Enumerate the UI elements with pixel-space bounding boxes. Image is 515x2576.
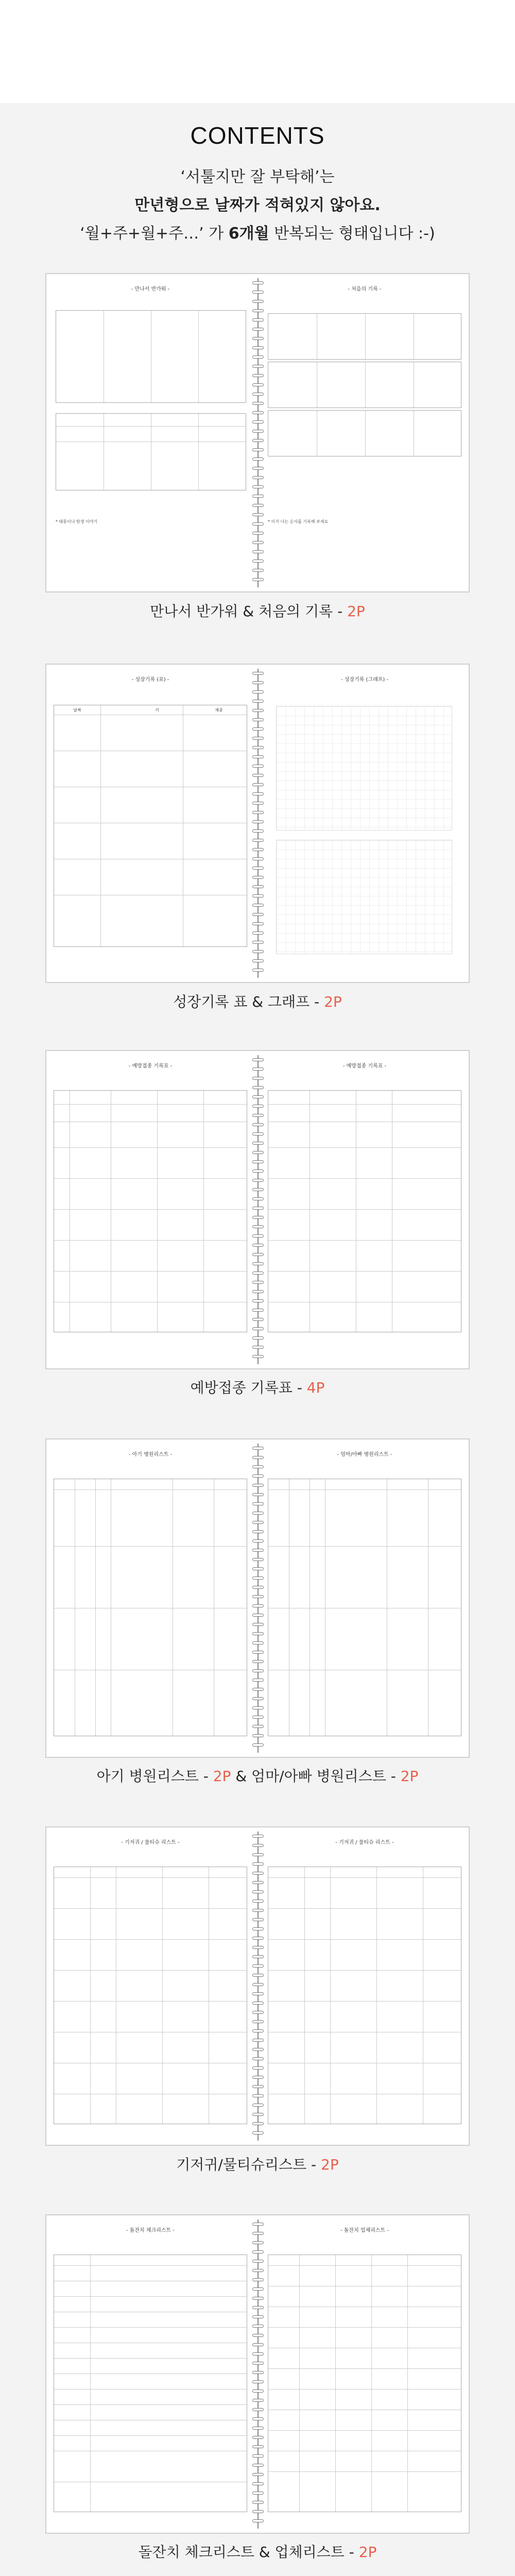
baby-hospital-table bbox=[54, 1479, 247, 1736]
spiral-ring bbox=[252, 430, 264, 433]
spiral-ring bbox=[252, 690, 264, 693]
spiral-ring bbox=[252, 755, 264, 758]
spiral-ring bbox=[252, 681, 264, 684]
spiral-ring bbox=[252, 439, 264, 442]
spiral-ring bbox=[252, 1327, 264, 1330]
intro-line-3: ‘월+주+월+주…’ 가 6개월 반복되는 형태입니다 :-) bbox=[80, 225, 435, 243]
spiral-ring bbox=[252, 2343, 264, 2346]
spiral-ring bbox=[252, 1716, 264, 1719]
spiral-ring bbox=[252, 700, 264, 703]
spiral-ring bbox=[252, 2380, 264, 2383]
weight-graph-grid bbox=[276, 840, 452, 954]
spiral-ring bbox=[252, 774, 264, 777]
spiral-ring bbox=[252, 1539, 264, 1543]
spiral-ring bbox=[252, 2306, 264, 2309]
spiral-ring bbox=[252, 2445, 264, 2448]
page-left-title: - 돌잔치 체크리스트 - bbox=[126, 2228, 175, 2233]
spiral-ring bbox=[252, 1604, 264, 1607]
spiral-ring bbox=[252, 1207, 264, 1210]
spiral-ring bbox=[252, 448, 264, 451]
spiral-ring bbox=[252, 1623, 264, 1626]
spiral-ring bbox=[252, 300, 264, 303]
spiral-ring bbox=[252, 2057, 264, 2060]
spiral-ring bbox=[252, 802, 264, 805]
page-left bbox=[46, 2215, 254, 2533]
spiral-ring bbox=[252, 1614, 264, 1617]
spiral-ring bbox=[252, 1549, 264, 1552]
page-right-title: - 처음의 기록 - bbox=[348, 286, 382, 292]
spiral-ring bbox=[252, 1114, 264, 1117]
first-records-row-1 bbox=[268, 313, 461, 360]
first-records-row-3 bbox=[268, 410, 461, 456]
spiral-ring bbox=[252, 1512, 264, 1515]
spiral-ring bbox=[252, 1946, 264, 1949]
spiral-ring bbox=[252, 1160, 264, 1163]
spiral-ring bbox=[252, 1835, 264, 1838]
spiral-ring bbox=[252, 1170, 264, 1173]
diaper-table-right bbox=[268, 1867, 461, 2124]
spiral-ring bbox=[252, 1493, 264, 1496]
spiral-ring bbox=[252, 1179, 264, 1182]
spiral-ring bbox=[252, 2011, 264, 2014]
spiral-ring bbox=[252, 1595, 264, 1598]
spiral-ring bbox=[252, 1964, 264, 1968]
page-left-title: - 아기 병원리스트 - bbox=[128, 1452, 173, 1458]
top-blank-area bbox=[0, 0, 515, 103]
intro-table-top bbox=[56, 310, 246, 403]
spiral-ring bbox=[252, 1651, 264, 1654]
spiral-ring bbox=[252, 1502, 264, 1505]
section-diaper-list bbox=[45, 1826, 470, 2146]
spiral-ring bbox=[252, 1077, 264, 1080]
spiral-ring bbox=[252, 504, 264, 507]
page-right-title: - 엄마/아빠 병원리스트 - bbox=[337, 1452, 392, 1458]
spiral-ring bbox=[252, 1216, 264, 1219]
spiral-ring bbox=[252, 1862, 264, 1866]
spiral-ring bbox=[252, 2287, 264, 2291]
spiral-ring bbox=[252, 2315, 264, 2318]
spiral-ring bbox=[252, 2002, 264, 2005]
spiral-ring bbox=[252, 2297, 264, 2300]
spiral-ring bbox=[252, 709, 264, 712]
spiral-ring bbox=[252, 393, 264, 396]
spiral-ring bbox=[252, 1244, 264, 1247]
spiral-ring bbox=[252, 1632, 264, 1635]
spiral-ring bbox=[252, 1336, 264, 1340]
spiral-ring bbox=[252, 2113, 264, 2116]
spiral-ring bbox=[252, 1132, 264, 1136]
spiral-ring bbox=[252, 829, 264, 833]
spiral-ring bbox=[252, 2085, 264, 2088]
page-right bbox=[261, 1051, 469, 1368]
right-footnote: * 이가 나는 순서를 기록해 보세요 bbox=[268, 519, 329, 524]
spiral-ring bbox=[252, 1086, 264, 1089]
page-right bbox=[261, 665, 469, 982]
page-left bbox=[46, 1051, 254, 1368]
spiral-ring bbox=[252, 1465, 264, 1468]
spiral-ring bbox=[252, 950, 264, 953]
spiral-ring bbox=[252, 476, 264, 479]
spiral-ring bbox=[252, 1679, 264, 1682]
spiral-ring bbox=[252, 931, 264, 935]
spiral-ring bbox=[252, 485, 264, 488]
spiral-ring bbox=[252, 1660, 264, 1663]
page-right bbox=[261, 2215, 469, 2533]
spiral-ring bbox=[252, 328, 264, 331]
spiral-ring bbox=[252, 2094, 264, 2097]
spiral-ring bbox=[252, 1909, 264, 1912]
spiral-ring bbox=[252, 1872, 264, 1875]
spiral-ring bbox=[252, 894, 264, 897]
spiral-ring bbox=[252, 2389, 264, 2393]
spiral-ring bbox=[252, 1937, 264, 1940]
spiral-ring bbox=[252, 2362, 264, 2365]
spiral-ring bbox=[252, 1234, 264, 1238]
height-graph-grid bbox=[276, 706, 452, 831]
spiral-ring bbox=[252, 1586, 264, 1589]
spiral-ring bbox=[252, 1151, 264, 1154]
page-title: CONTENTS bbox=[190, 122, 325, 149]
spiral-ring bbox=[252, 2260, 264, 2263]
spiral-ring bbox=[252, 1272, 264, 1275]
spiral-ring bbox=[252, 1521, 264, 1524]
spiral-ring bbox=[252, 969, 264, 972]
spiral-ring bbox=[252, 309, 264, 312]
spiral-ring bbox=[252, 2029, 264, 2032]
spiral-ring bbox=[252, 2131, 264, 2134]
caption-section-2: 성장기록 표 & 그래프 - 2P bbox=[173, 993, 342, 1010]
spiral-ring bbox=[252, 2278, 264, 2281]
spiral-ring bbox=[252, 1290, 264, 1293]
spiral-ring bbox=[252, 2482, 264, 2485]
spiral-ring bbox=[252, 355, 264, 359]
spiral-ring bbox=[252, 1955, 264, 1958]
spiral-ring bbox=[252, 2464, 264, 2467]
caption-section-5: 기저귀/물티슈리스트 - 2P bbox=[176, 2156, 339, 2173]
spiral-ring bbox=[252, 1447, 264, 1450]
spiral-ring bbox=[252, 718, 264, 721]
page-left-title: - 성장기록 (표) - bbox=[131, 677, 169, 683]
spiral-ring bbox=[252, 402, 264, 405]
spiral-ring bbox=[252, 1558, 264, 1561]
spiral-ring bbox=[252, 495, 264, 498]
page-right-title: - 성장기록 (그래프) - bbox=[340, 677, 389, 683]
page-left bbox=[46, 1827, 254, 2145]
spiral-ring bbox=[252, 2325, 264, 2328]
spiral-ring bbox=[252, 1355, 264, 1358]
spiral-ring bbox=[252, 857, 264, 860]
spiral-ring bbox=[252, 1105, 264, 1108]
spiral-ring bbox=[252, 2241, 264, 2244]
spiral-ring bbox=[252, 1067, 264, 1071]
spiral-ring bbox=[252, 885, 264, 888]
spiral-ring bbox=[252, 1225, 264, 1228]
spiral-ring bbox=[252, 550, 264, 553]
spiral-ring bbox=[252, 1309, 264, 1312]
intro-line-2: 만년형으로 날짜가 적혀있지 않아요. bbox=[134, 196, 381, 214]
spiral-ring bbox=[252, 2232, 264, 2235]
spiral-ring bbox=[252, 1669, 264, 1672]
spiral-ring bbox=[252, 2352, 264, 2355]
spiral-ring bbox=[252, 2408, 264, 2411]
spiral-ring bbox=[252, 2399, 264, 2402]
caption-section-4: 아기 병원리스트 - 2P & 엄마/아빠 병원리스트 - 2P bbox=[96, 1768, 419, 1785]
spiral-ring bbox=[252, 1688, 264, 1691]
spiral-ring bbox=[252, 727, 264, 731]
spiral-ring bbox=[252, 1253, 264, 1256]
spiral-ring bbox=[252, 1475, 264, 1478]
spiral-ring bbox=[252, 291, 264, 294]
spiral-ring bbox=[252, 1725, 264, 1728]
spiral-ring bbox=[252, 1095, 264, 1098]
spiral-ring bbox=[252, 959, 264, 962]
page-right bbox=[261, 274, 469, 591]
caption-section-6: 돌잔치 체크리스트 & 업체리스트 - 2P bbox=[138, 2544, 377, 2561]
vaccination-table-right bbox=[268, 1090, 461, 1332]
spiral-ring bbox=[252, 2076, 264, 2079]
spiral-ring bbox=[252, 578, 264, 581]
spiral-ring bbox=[252, 2066, 264, 2070]
spiral-ring bbox=[252, 839, 264, 842]
spiral-ring bbox=[252, 1058, 264, 1061]
spiral-ring bbox=[252, 560, 264, 563]
spiral-ring bbox=[252, 2436, 264, 2439]
spiral-ring bbox=[252, 420, 264, 423]
spiral-ring bbox=[252, 2020, 264, 2023]
spiral-ring bbox=[252, 746, 264, 749]
spiral-ring bbox=[252, 1142, 264, 1145]
spiral-ring bbox=[252, 783, 264, 786]
spiral-ring bbox=[252, 1123, 264, 1126]
spiral-ring bbox=[252, 1262, 264, 1265]
page-left-title: - 기저귀 / 물티슈 리스트 - bbox=[121, 1840, 180, 1845]
spiral-ring bbox=[252, 2250, 264, 2253]
section-vaccination bbox=[45, 1050, 470, 1369]
section-first-birthday bbox=[45, 2214, 470, 2534]
spiral-ring bbox=[252, 1890, 264, 1893]
page-right bbox=[261, 1827, 469, 2145]
spiral-ring bbox=[252, 522, 264, 526]
spiral-ring bbox=[252, 1983, 264, 1986]
growth-table: 날짜 키 체중 bbox=[54, 705, 247, 947]
spiral-ring bbox=[252, 1734, 264, 1737]
spiral-ring bbox=[252, 913, 264, 916]
spiral-ring bbox=[252, 1281, 264, 1284]
spiral-ring bbox=[252, 1853, 264, 1856]
spiral-ring bbox=[252, 1318, 264, 1321]
spiral-ring bbox=[252, 672, 264, 675]
spiral-ring bbox=[252, 904, 264, 907]
spiral-ring bbox=[252, 765, 264, 768]
spiral-ring bbox=[252, 1743, 264, 1747]
spiral-ring bbox=[252, 1484, 264, 1487]
spiral-ring bbox=[252, 541, 264, 544]
intro-table-bottom bbox=[56, 413, 246, 490]
spiral-ring bbox=[252, 1530, 264, 1533]
spiral-ring bbox=[252, 281, 264, 284]
caption-section-3: 예방접종 기록표 - 4P bbox=[190, 1379, 325, 1396]
spiral-ring bbox=[252, 2492, 264, 2495]
spiral-ring bbox=[252, 2454, 264, 2458]
spiral-ring bbox=[252, 2223, 264, 2226]
spiral-ring bbox=[252, 457, 264, 461]
spiral-ring bbox=[252, 922, 264, 925]
section-growth bbox=[45, 664, 470, 983]
spiral-ring bbox=[252, 2122, 264, 2125]
spiral-ring bbox=[252, 2269, 264, 2272]
page-right bbox=[261, 1439, 469, 1757]
spiral-ring bbox=[252, 737, 264, 740]
spiral-ring bbox=[252, 2427, 264, 2430]
spiral-ring bbox=[252, 1900, 264, 1903]
spiral-ring bbox=[252, 1974, 264, 1977]
spiral-ring bbox=[252, 1197, 264, 1200]
spiral-ring bbox=[252, 2371, 264, 2374]
spiral-ring bbox=[252, 532, 264, 535]
spiral-ring bbox=[252, 569, 264, 572]
spiral-ring bbox=[252, 1927, 264, 1930]
spiral-ring bbox=[252, 2519, 264, 2522]
spiral-ring bbox=[252, 820, 264, 823]
spiral-ring bbox=[252, 1577, 264, 1580]
spiral-ring bbox=[252, 346, 264, 349]
left-footnote: * 태몽이나 탄생 이야기 bbox=[56, 519, 98, 524]
spiral-ring bbox=[252, 1456, 264, 1459]
spiral-ring bbox=[252, 811, 264, 814]
spiral-ring bbox=[252, 365, 264, 368]
spiral-ring bbox=[252, 1844, 264, 1847]
spiral-ring bbox=[252, 2417, 264, 2420]
spiral-ring bbox=[252, 1346, 264, 1349]
spiral-ring bbox=[252, 513, 264, 516]
spiral-ring bbox=[252, 2104, 264, 2107]
spiral-ring bbox=[252, 2039, 264, 2042]
page-left bbox=[46, 665, 254, 982]
spiral-ring bbox=[252, 2510, 264, 2513]
section-hospital-lists bbox=[45, 1438, 470, 1758]
diaper-table-left bbox=[54, 1867, 247, 2124]
spiral-ring bbox=[252, 1567, 264, 1570]
caption-section-1: 만나서 반가워 & 처음의 기록 - 2P bbox=[150, 603, 365, 620]
vaccination-table-left bbox=[54, 1090, 247, 1332]
intro-line-1: ‘서툴지만 잘 부탁해’는 bbox=[180, 168, 335, 186]
spiral-ring bbox=[252, 2334, 264, 2337]
spiral-ring bbox=[252, 411, 264, 414]
section-first-records bbox=[45, 273, 470, 592]
spiral-ring bbox=[252, 1918, 264, 1921]
parent-hospital-table bbox=[268, 1479, 461, 1736]
spiral-ring bbox=[252, 941, 264, 944]
page-right-title: - 기저귀 / 물티슈 리스트 - bbox=[335, 1840, 394, 1845]
spiral-ring bbox=[252, 848, 264, 851]
spiral-ring bbox=[252, 1697, 264, 1700]
page-left-title: - 예방접종 기록표 - bbox=[128, 1063, 173, 1069]
page-left-title: - 만나서 반가워 - bbox=[131, 286, 170, 292]
spiral-ring bbox=[252, 2048, 264, 2051]
spiral-ring bbox=[252, 1188, 264, 1191]
page-right-title: - 돌잔치 업체리스트 - bbox=[340, 2228, 389, 2233]
spiral-ring bbox=[252, 2501, 264, 2504]
spiral-ring bbox=[252, 867, 264, 870]
spiral-ring bbox=[252, 374, 264, 377]
spiral-ring bbox=[252, 2473, 264, 2476]
first-records-row-2 bbox=[268, 362, 461, 408]
spiral-ring bbox=[252, 1641, 264, 1645]
birthday-checklist-table bbox=[54, 2255, 247, 2512]
spiral-ring bbox=[252, 1706, 264, 1709]
page-left bbox=[46, 1439, 254, 1757]
spiral-ring bbox=[252, 792, 264, 795]
spiral-ring bbox=[252, 467, 264, 470]
spiral-ring bbox=[252, 876, 264, 879]
spiral-ring bbox=[252, 1992, 264, 1995]
page-left bbox=[46, 274, 254, 591]
page-right-title: - 예방접종 기록표 - bbox=[342, 1063, 387, 1069]
spiral-ring bbox=[252, 337, 264, 340]
spiral-ring bbox=[252, 1881, 264, 1884]
spiral-ring bbox=[252, 383, 264, 386]
spiral-ring bbox=[252, 1299, 264, 1302]
birthday-vendor-table bbox=[268, 2255, 461, 2512]
spiral-ring bbox=[252, 318, 264, 321]
